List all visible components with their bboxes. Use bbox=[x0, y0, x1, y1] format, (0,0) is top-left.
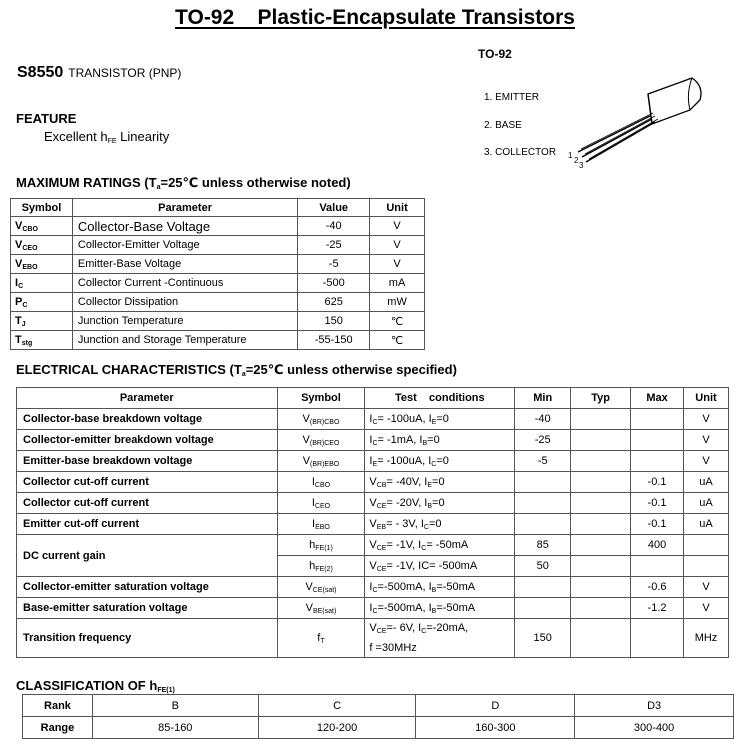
unit-cell: V bbox=[684, 598, 729, 619]
range-label-cell: Range bbox=[23, 717, 93, 739]
typ-cell bbox=[571, 472, 631, 493]
unit-cell: mW bbox=[370, 293, 425, 312]
table-row bbox=[17, 409, 729, 430]
symbol-cell: $I_{CBO}$ bbox=[277, 472, 365, 493]
table-row bbox=[17, 514, 729, 535]
typ-cell bbox=[571, 514, 631, 535]
symbol-cell: $V_{EBO}$ bbox=[11, 255, 73, 274]
typ-cell bbox=[571, 430, 631, 451]
test-condition-cell: $I_C= -100uA$, $I_E=0$ bbox=[365, 409, 515, 430]
min-cell bbox=[515, 577, 571, 598]
parameter-cell: Collector-emitter breakdown voltage bbox=[17, 430, 278, 451]
parameter-cell: Junction and Storage Temperature bbox=[72, 331, 297, 350]
symbol-cell: $h_{FE(2)}$ bbox=[277, 556, 365, 577]
package-label: TO-92 bbox=[478, 47, 512, 61]
feature-heading: FEATURE bbox=[16, 111, 77, 126]
min-cell bbox=[515, 472, 571, 493]
table-row bbox=[17, 430, 729, 451]
symbol-cell: $T_J$ bbox=[11, 312, 73, 331]
unit-cell bbox=[684, 535, 729, 556]
value-cell: -55-150 bbox=[298, 331, 370, 350]
value-cell: -40 bbox=[298, 217, 370, 236]
max-cell: -0.1 bbox=[631, 472, 684, 493]
parameter-cell: Emitter cut-off current bbox=[17, 514, 278, 535]
symbol-cell: $V_{CEO}$ bbox=[11, 236, 73, 255]
typ-cell bbox=[571, 535, 631, 556]
unit-cell: MHz bbox=[684, 619, 729, 658]
rank-label-cell: Rank bbox=[23, 695, 93, 717]
to92-package-icon bbox=[560, 72, 710, 172]
symbol-cell: $T_{stg}$ bbox=[11, 331, 73, 350]
parameter-cell: DC current gain bbox=[17, 535, 278, 577]
test-condition-cell: $V_{EB}= - 3V$, $I_C=0$ bbox=[365, 514, 515, 535]
column-header: Value bbox=[298, 199, 370, 217]
table-row bbox=[17, 493, 729, 514]
symbol-cell: $I_{CEO}$ bbox=[277, 493, 365, 514]
table-row bbox=[11, 293, 425, 312]
min-cell: 85 bbox=[515, 535, 571, 556]
column-header: Unit bbox=[684, 388, 729, 409]
table-header-row bbox=[17, 388, 729, 409]
parameter-cell: Collector-emitter saturation voltage bbox=[17, 577, 278, 598]
test-condition-cell: $I_C= -1mA$, $I_B=0$ bbox=[365, 430, 515, 451]
typ-cell bbox=[571, 556, 631, 577]
max-cell bbox=[631, 451, 684, 472]
part-heading bbox=[17, 64, 181, 82]
unit-cell bbox=[684, 556, 729, 577]
min-cell bbox=[515, 598, 571, 619]
parameter-cell: Collector cut-off current bbox=[17, 472, 278, 493]
rank-cell: B bbox=[92, 695, 258, 717]
pin-1-label: 1. EMITTER bbox=[484, 92, 540, 103]
typ-cell bbox=[571, 451, 631, 472]
parameter-cell: Emitter-Base Voltage bbox=[72, 255, 297, 274]
max-cell bbox=[631, 430, 684, 451]
test-condition-cell: $I_E= -100uA$, $I_C=0$ bbox=[365, 451, 515, 472]
symbol-cell: $V_{CBO}$ bbox=[11, 217, 73, 236]
table-row bbox=[11, 255, 425, 274]
pin-number-3: 3 bbox=[579, 161, 584, 170]
unit-cell: V bbox=[370, 236, 425, 255]
test-condition-cell: $I_C=-500mA$, $I_B=-50mA$ bbox=[365, 577, 515, 598]
range-cell: 300-400 bbox=[575, 717, 734, 739]
symbol-cell: $V_{CE(sat)}$ bbox=[277, 577, 365, 598]
test-condition-cell: $V_{CE}= -1V$, $I_C= -50mA$ bbox=[365, 535, 515, 556]
table-row bbox=[11, 331, 425, 350]
parameter-cell: Junction Temperature bbox=[72, 312, 297, 331]
column-header: Max bbox=[631, 388, 684, 409]
part-description: TRANSISTOR (PNP) bbox=[68, 66, 182, 80]
table-row bbox=[17, 472, 729, 493]
column-header: Symbol bbox=[277, 388, 365, 409]
value-cell: -500 bbox=[298, 274, 370, 293]
unit-cell: mA bbox=[370, 274, 425, 293]
classification-table bbox=[22, 694, 734, 739]
table-row bbox=[23, 717, 734, 739]
max-cell bbox=[631, 556, 684, 577]
min-cell: -25 bbox=[515, 430, 571, 451]
unit-cell: uA bbox=[684, 514, 729, 535]
max-ratings-heading: MAXIMUM RATINGS ($T_a=25℃$ unless otherwise noted) bbox=[16, 175, 351, 191]
column-header: Unit bbox=[370, 199, 425, 217]
typ-cell bbox=[571, 409, 631, 430]
max-ratings-table bbox=[10, 198, 425, 350]
unit-cell: ℃ bbox=[370, 331, 425, 350]
electrical-table bbox=[16, 387, 729, 658]
feature-text: Excellent $h_{FE}$ Linearity bbox=[44, 129, 170, 145]
max-cell bbox=[631, 619, 684, 658]
value-cell: 625 bbox=[298, 293, 370, 312]
part-number: S8550 bbox=[17, 64, 64, 81]
value-cell: -25 bbox=[298, 236, 370, 255]
typ-cell bbox=[571, 577, 631, 598]
test-condition-cell: $V_{CE}= -20V$, $I_B=0$ bbox=[365, 493, 515, 514]
column-header: Symbol bbox=[11, 199, 73, 217]
typ-cell bbox=[571, 598, 631, 619]
symbol-cell: $V_{(BR)CBO}$ bbox=[277, 409, 365, 430]
table-row bbox=[11, 217, 425, 236]
rank-cell: D bbox=[416, 695, 575, 717]
test-condition-cell: $V_{CB}= -40V$, $I_E=0$ bbox=[365, 472, 515, 493]
column-header: Typ bbox=[571, 388, 631, 409]
electrical-heading: ELECTRICAL CHARACTERISTICS ($T_a=25℃$ unless otherwise specified) bbox=[16, 362, 457, 378]
unit-cell: V bbox=[684, 409, 729, 430]
max-cell: -0.6 bbox=[631, 577, 684, 598]
min-cell: -5 bbox=[515, 451, 571, 472]
symbol-cell: $V_{(BR)CEO}$ bbox=[277, 430, 365, 451]
unit-cell: V bbox=[684, 577, 729, 598]
parameter-cell: Collector-Base Voltage bbox=[72, 217, 297, 236]
table-row bbox=[17, 598, 729, 619]
pin-2-label: 2. BASE bbox=[484, 120, 522, 131]
parameter-cell: Base-emitter saturation voltage bbox=[17, 598, 278, 619]
min-cell bbox=[515, 514, 571, 535]
unit-cell: uA bbox=[684, 472, 729, 493]
min-cell: 50 bbox=[515, 556, 571, 577]
test-condition-cell: $V_{CE}= -1V$, IC= -500mA bbox=[365, 556, 515, 577]
max-cell bbox=[631, 409, 684, 430]
column-header: Min bbox=[515, 388, 571, 409]
symbol-cell: $I_C$ bbox=[11, 274, 73, 293]
typ-cell bbox=[571, 493, 631, 514]
classification-heading: CLASSIFICATION OF $h_{FE(1)}$ bbox=[16, 678, 175, 694]
symbol-cell: $f_T$ bbox=[277, 619, 365, 658]
symbol-cell: $P_C$ bbox=[11, 293, 73, 312]
range-cell: 85-160 bbox=[92, 717, 258, 739]
typ-cell bbox=[571, 619, 631, 658]
max-cell: -0.1 bbox=[631, 514, 684, 535]
page-title: TO-92 Plastic-Encapsulate Transistors bbox=[175, 6, 575, 29]
pin-number-1: 1 bbox=[568, 151, 573, 160]
parameter-cell: Collector-base breakdown voltage bbox=[17, 409, 278, 430]
unit-cell: ℃ bbox=[370, 312, 425, 331]
parameter-cell: Collector Current -Continuous bbox=[72, 274, 297, 293]
test-condition-cell: $V_{CE}=-$ 6V, $I_C=-20mA$, f =30MHz bbox=[365, 619, 515, 658]
parameter-cell: Emitter-base breakdown voltage bbox=[17, 451, 278, 472]
table-row bbox=[11, 236, 425, 255]
test-condition-cell: $I_C=-500mA$, $I_B=-50mA$ bbox=[365, 598, 515, 619]
table-header-row bbox=[11, 199, 425, 217]
pin-number-2: 2 bbox=[574, 156, 579, 165]
unit-cell: V bbox=[684, 430, 729, 451]
table-row bbox=[11, 312, 425, 331]
table-row bbox=[17, 619, 729, 658]
column-header: Parameter bbox=[17, 388, 278, 409]
table-row bbox=[17, 535, 729, 556]
parameter-cell: Collector-Emitter Voltage bbox=[72, 236, 297, 255]
parameter-cell: Collector cut-off current bbox=[17, 493, 278, 514]
table-row bbox=[23, 695, 734, 717]
table-row bbox=[17, 451, 729, 472]
parameter-cell: Transition frequency bbox=[17, 619, 278, 658]
max-cell: 400 bbox=[631, 535, 684, 556]
unit-cell: V bbox=[370, 217, 425, 236]
min-cell: 150 bbox=[515, 619, 571, 658]
symbol-cell: $I_{EBO}$ bbox=[277, 514, 365, 535]
rank-cell: C bbox=[258, 695, 416, 717]
max-cell: -0.1 bbox=[631, 493, 684, 514]
unit-cell: V bbox=[370, 255, 425, 274]
min-cell: -40 bbox=[515, 409, 571, 430]
parameter-cell: Collector Dissipation bbox=[72, 293, 297, 312]
value-cell: -5 bbox=[298, 255, 370, 274]
symbol-cell: $h_{FE(1)}$ bbox=[277, 535, 365, 556]
table-row bbox=[11, 274, 425, 293]
table-row bbox=[17, 577, 729, 598]
rank-cell: D3 bbox=[575, 695, 734, 717]
value-cell: 150 bbox=[298, 312, 370, 331]
unit-cell: V bbox=[684, 451, 729, 472]
range-cell: 160-300 bbox=[416, 717, 575, 739]
symbol-cell: $V_{BE(sat)}$ bbox=[277, 598, 365, 619]
unit-cell: uA bbox=[684, 493, 729, 514]
min-cell bbox=[515, 493, 571, 514]
symbol-cell: $V_{(BR)EBO}$ bbox=[277, 451, 365, 472]
column-header: Test conditions bbox=[365, 388, 515, 409]
column-header: Parameter bbox=[72, 199, 297, 217]
range-cell: 120-200 bbox=[258, 717, 416, 739]
max-cell: -1.2 bbox=[631, 598, 684, 619]
pin-3-label: 3. COLLECTOR bbox=[484, 147, 557, 158]
